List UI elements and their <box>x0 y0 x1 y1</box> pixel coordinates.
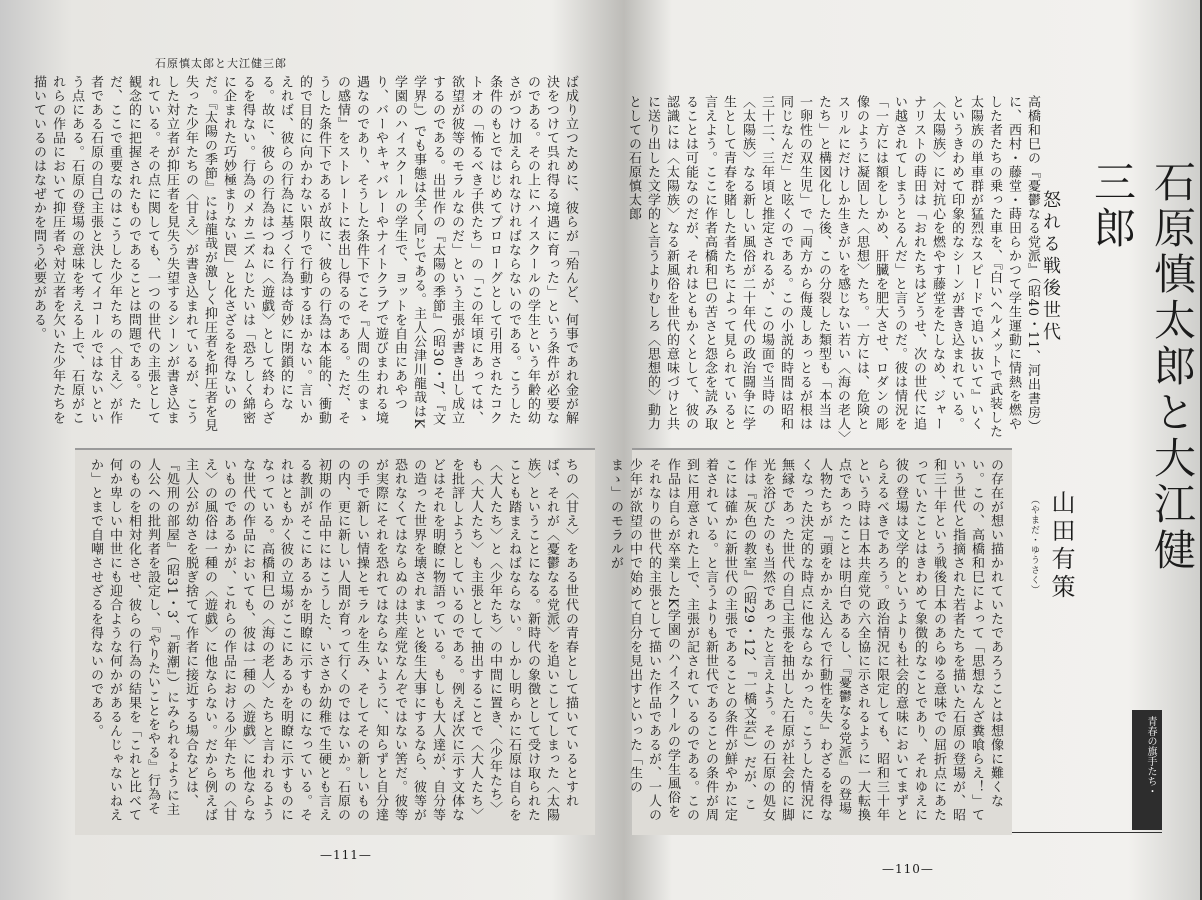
article-subtitle: 怒れる戦後世代 <box>1040 190 1061 344</box>
left-lower-text: ちの〈甘え〉をある世代の青春として描いているとすれば、それが〈憂鬱なる党派〉を追いこしてしまった〈太陽族〉ということになる。新時代の象徴として受け取られたことも踏まえねばならない。しかし明らかに石原は自らを〈大人たち〉と〈少年たち〉の中間に置き、〈少年たち〉も〈大人たち〉も主張として抽出することで〈大人たち〉を批評しようとしているのである。例えば次に示す文体などはそれを明瞭に物語っている。もしも大人達が、自分等の造った世界を壊されまいと後生大事にするなら、彼等が恐れなくてはならぬのは共産党なんぞではない筈だ。彼等が実際にそれを恐れてはならないように、知らずと自分達の手で新しい情操とモラルを生み、そしてその新しいものの内、更に新しい人間が育って行くのではないか。石原の初期の作品中にはこうした、いささか幼稚で生硬とも言える教訓がそこにあるかを明瞭に示すものになっている。それはともかく彼の立場がここにあるかを明瞭に示すものになっている。高橋和巳の〈海の老人〉たちと言われるような世代の作品においても、彼は一種の〈遊戯〉に他ならないものであるかが、これらの作品における少年たちの〈甘え〉の風俗は一種の〈遊戯〉に他ならない。だから例えば主人公が幼さを脱ぎ捨てて作者に接近する場合などは、『処刑の部屋』（昭31・3、『新潮』）にみられるように主人公への批判者を設定し、『やりたいことをやる』行為そのものを相対化させ、彼らの行為の結果を「これと比べて何か卑しい中世にも迎合ような何かがあるんじゃないねえか」とまで自嘲させざるを得ないのである。 <box>88 458 578 822</box>
right-page <box>608 0 1197 900</box>
running-head: 石原慎太郎と大江健三郎 <box>155 57 287 70</box>
author-name: 山田有策 <box>1047 490 1075 602</box>
right-upper-text: 高橋和巳の『憂鬱なる党派』（昭40・11、河出書房）に、西村・藤堂・蒔田らかつて学生運動に情熱を燃やした者たちの乗った車を、『白いヘルメットで武装した太陽族の単車群が猛烈なスピードで追い抜いて』いくというきわめて印象的なシーンが書き込まれている。〈太陽族〉に対抗心を燃やす藤堂をたしなめ、ジャーナリストの蒔田は「おれたちはどうせ、次の世代に追い越されてしまうとるんだ」と言うのだ。彼は情況を「一方には額をしかめ、肝臓を肥大させ、ロダンの彫像のように凝固した〈思想〉たち。一方には、危険とスリルにだけしか生きがいを感じない若い〈海の老人〉たち」と構図化した後、この分裂した類型も「本当は一卵性の双生児」で「両方から侮蔑しあっとるが根は同じなんだ」と呟くのである。この小説的時間は昭和三十二、三年頃と推定されるが、この場面で当時の〈太陽族〉なる新しい風俗が二十年代の政治闘争に学生として青春を賭した者たちによって見られていると言えよう。ここに作者高橋和巳の苦さと怨念を読み取ることは可能なのだが、それはともかくとして、彼の認識には〈太陽族〉なる新風俗を世代的意味づけと共に送り出した文学的と言うよりむしろ〈思想的〉動力としての石原慎太郎 <box>626 95 1040 439</box>
title-rule <box>1012 832 1162 833</box>
author-ruby: （やまだ・ゆうさく） <box>1029 495 1039 595</box>
left-upper-text: ば成り立つために、彼らが「殆んど、何事であれ金が解決をつけて呉れ得る境遇に育った」という条件が必要なのである。その上にハイスクールの学生という年齢的幼さがつけ加えられなければならないのである。こうした条件のもとではじめてプロローグとして引用されたコクトオの「怖るべき子供たち」の「この年頃にあっては、欲望が彼等のモラルなのだ」という主張が書き出し成立するのである。出世作の『太陽の季節』（昭30・7、『文学界』）でも事態は全く同じである。主人公津川龍哉はK学園のハイスクールの学生で、ヨットを自由にあやつり、バーやキャバレーやナイトクラブで遊びまわれる境遇なのであり、そうした条件下でこそ『人間の生のまゝの感情』をストレートに表出し得るのである。ただ、そうした条件下であるが故に、彼らの行為は本能的、衝動的で目的に向かわない限りで行動するほかない。言いかえれば、彼らの行為に基づく行為は奇妙に閉鎖的になる。故に、彼らの行為はつねに〈遊戯〉として終わらざるを得ない。行為のメカニズムじたいは「恐ろしく綿密に企まれた巧妙極まりない罠」と化さざるを得ないのだ。『太陽の季節』には龍哉が激しく抑圧者を抑圧者を見失った少年たちの〈甘え〉が書き込まれているが、こうした対立者が抑圧者を見失う失望するシーンが書き込まれている。その点に関しても、一つの世代の主張として観念的に把握されたものであることは問題である。ただ、ここで重要なのはこうした少年たちの〈甘え〉が作者である石原の自己主張と決してイコールではないという点にある。石原の登場の意味を考える上で、石原がこれらの作品において抑圧者や対立者を欠いた少年たちを描いているのはなぜかを問う必要がある。 <box>31 75 578 433</box>
page-number-right: —110— <box>882 862 934 876</box>
left-page <box>31 0 625 900</box>
article-title: 石原慎太郎と大江健三郎 <box>1088 160 1197 574</box>
page-number-left: —111— <box>320 848 372 862</box>
right-lower-text: の存在が想い描かれていたであろうことは想像に難くない。この、高橋和巳によって「思想なんざ糞喰らえ！」ていう世代と指摘された若者たちを描いた石原の登場が、昭和三十年という戦後日本のあらゆる意味での屈折点にあたっていたことはきわめて象徴的なことであり、それゆえに彼の登場は文学的というよりも社会的意味においてまずとらえるべきであろう。政治情況に限定しても、昭和三十年という時は日本共産党の六全協に示されるように一大転換点であったことは明白であるし、『憂鬱なる党派』の登場人物たちが『頭をかかえ込んで行動性を失』わざるを得なくなった決定的な時点に他ならなかった。こうした情況に無縁であった世代の自己主張を抽出した石原が社会的に脚光を浴びたのも当然であったと言えよう。その石原の処女作は『灰色の教室』（昭29・12、『一橋文芸』）だが、ここには確かに新世代の主張であることの条件が鮮やかに定着されている。と言うよりも新世代であることの条件が周到に用意された上で、主張が記されているのである。この作品は自らが卒業したK学園のハイスクールの学生風俗をそれなりの世代的主張として描いた作品であるが、一人の少年が欲望の中で始めて自分を見出すといった「生のまゝ」のモラルが <box>608 458 1003 822</box>
section-tab: 青春の旗手たち・ <box>1132 710 1162 830</box>
